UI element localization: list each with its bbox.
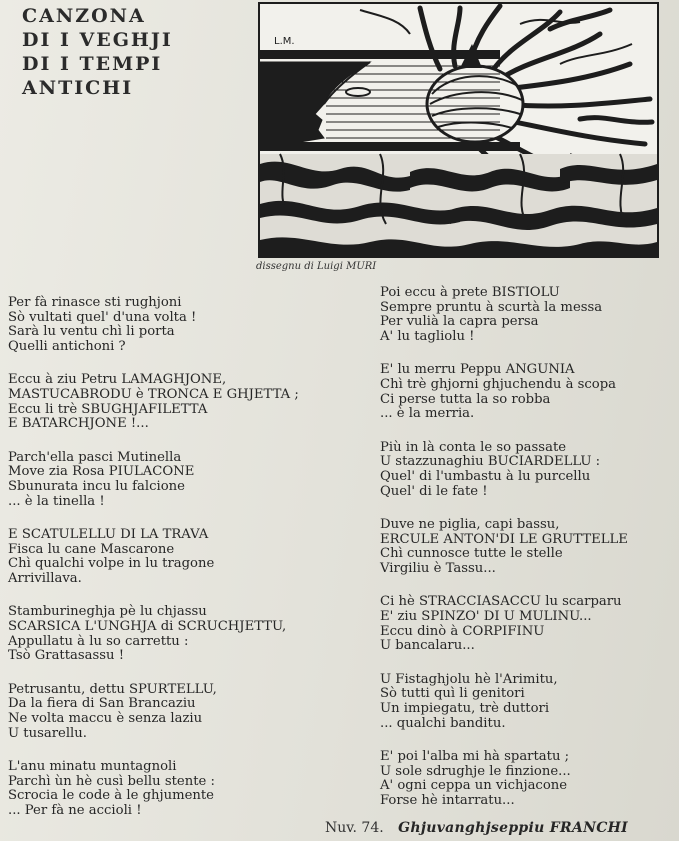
verse-line: Parchì ùn hè cusì bellu stente : (8, 773, 215, 789)
verse-line: Poi eccu à prete BISTIOLU (380, 285, 560, 300)
verse-line: Sempre pruntu à scurtà la messa (380, 299, 603, 315)
verse-line: U tusarellu. (8, 725, 87, 741)
stanza (380, 441, 676, 500)
verse-line: U stazzunaghiu BUCIARDELLU : (380, 454, 601, 470)
stanza (8, 451, 368, 510)
verse-line: E' lu merru Peppu ANGUNIA (380, 362, 575, 378)
verse-line: Scrocia le code à le ghjumente (8, 788, 214, 804)
verse-line: Quel' di l'umbastu à lu purcellu (380, 469, 591, 485)
verse-line: Più in là conta le so passate (380, 439, 567, 455)
verse-line: MASTUCABRODU è TRONCA E GHJETTA ; (8, 387, 299, 403)
stanza (8, 373, 368, 432)
verse-line: Petrusantu, dettu SPURTELLU, (8, 681, 217, 697)
poem-right-column (380, 286, 676, 827)
title-line: DI I TEMPI (22, 53, 163, 75)
verse-line: Parch'ella pasci Mutinella (8, 449, 182, 465)
stanza (380, 595, 676, 654)
poem-left-column (8, 296, 368, 837)
monogram: L.M. (274, 36, 295, 47)
verse-line: SCARSICA L'UNGHJA di SCRUCHJETTU, (8, 618, 287, 634)
verse-line: Per vulià la capra persa (380, 314, 539, 330)
verse-line: Move zia Rosa PIULACONE (8, 464, 195, 480)
verse-line: Chì trè ghjorni ghjuchendu à scopa (380, 377, 617, 393)
verse-line: Sò vultati quel' d'una volta ! (8, 309, 197, 325)
verse-line: E' ziu SPINZO' DI U MULINU... (380, 608, 592, 624)
verse-line: U bancalaru... (380, 638, 475, 654)
stanza (8, 528, 368, 587)
illustration-caption: dissegnu di Luigi MURI (256, 261, 377, 272)
verse-line: E BATARCHJONE !... (8, 416, 149, 432)
verse-line: Ne volta maccu è senza laziu (8, 710, 203, 726)
verse-line: Tsò Grattasassu ! (8, 648, 125, 664)
poem-title (22, 4, 252, 100)
verse-line: Eccu li trè SBUGHJAFILETTA (8, 401, 208, 417)
verse-line: U sole sdrughje le finzione... (380, 763, 571, 779)
verse-line: Sbunurata incu lu falcione (8, 479, 185, 495)
title-line: CANZONA (22, 5, 146, 27)
stanza (380, 673, 676, 732)
verse-line: Quel' di le fate ! (380, 483, 488, 499)
verse-line: Sò tutti quì li genitori (380, 686, 525, 702)
verse-line: Eccu dinò à CORPIFINU (380, 623, 545, 639)
verse-line: Ci hè STRACCIASACCU lu scarparu (380, 594, 622, 610)
verse-line: Da la fiera di San Brancaziu (8, 696, 196, 712)
illustration-frame (258, 2, 659, 258)
signature (325, 820, 628, 836)
verse-line: Un impiegatu, trè duttori (380, 700, 550, 716)
stanza (8, 605, 368, 664)
title-line: ANTICHI (22, 77, 134, 99)
stanza (380, 750, 676, 809)
verse-line: ... è la merria. (380, 406, 475, 422)
verse-line: Stamburineghja pè lu chjassu (8, 604, 207, 620)
verse-line: Virgiliu è Tassu... (380, 561, 496, 577)
stanza (8, 296, 368, 355)
stanza (380, 286, 676, 345)
title-line: DI I VEGHJI (22, 29, 173, 51)
verse-line: Duve ne piglia, capi bassu, (380, 516, 560, 532)
verse-line: Per fà rinasce sti rughjoni (8, 295, 182, 310)
verse-line: A' lu tagliolu ! (380, 329, 475, 345)
verse-line: Quelli antichoni ? (8, 339, 126, 355)
verse-line: Fisca lu cane Mascarone (8, 541, 175, 557)
verse-line: Appullatu à lu so carrettu : (8, 633, 189, 649)
verse-line: U Fistaghjolu hè l'Arimitu, (380, 671, 558, 687)
verse-line: ... Per fà ne accioli ! (8, 802, 142, 818)
issue-number: Nuv. 74. (325, 820, 384, 836)
verse-line: Chì qualchi volpe in lu tragone (8, 556, 215, 572)
verse-line: ... qualchi banditu. (380, 715, 506, 731)
verse-line: Eccu à ziu Petru LAMAGHJONE, (8, 372, 227, 388)
verse-line: Ci perse tutta la so robba (380, 391, 551, 407)
verse-line: Forse hè intarratu... (380, 792, 515, 808)
verse-line: Chì cunnosce tutte le stelle (380, 546, 563, 562)
stanza (380, 363, 676, 422)
woman-profile-with-seashell-drawing (260, 4, 657, 256)
author-name: Ghjuvanghjseppiu FRANCHI (398, 820, 629, 836)
verse-line: ERCULE ANTON'DI LE GRUTTELLE (380, 531, 628, 547)
verse-line: E SCATULELLU DI LA TRAVA (8, 526, 209, 542)
stanza (8, 683, 368, 742)
stanza (380, 518, 676, 577)
verse-line: E' poi l'alba mi hà spartatu ; (380, 748, 570, 764)
verse-line: Arrivillava. (8, 571, 82, 587)
verse-line: A' ogni ceppa un vichjacone (380, 778, 568, 794)
verse-line: Sarà lu ventu chì li porta (8, 324, 175, 340)
verse-line: ... è la tinella ! (8, 493, 105, 509)
verse-line: L'anu minatu muntagnoli (8, 758, 177, 774)
stanza (8, 760, 368, 819)
